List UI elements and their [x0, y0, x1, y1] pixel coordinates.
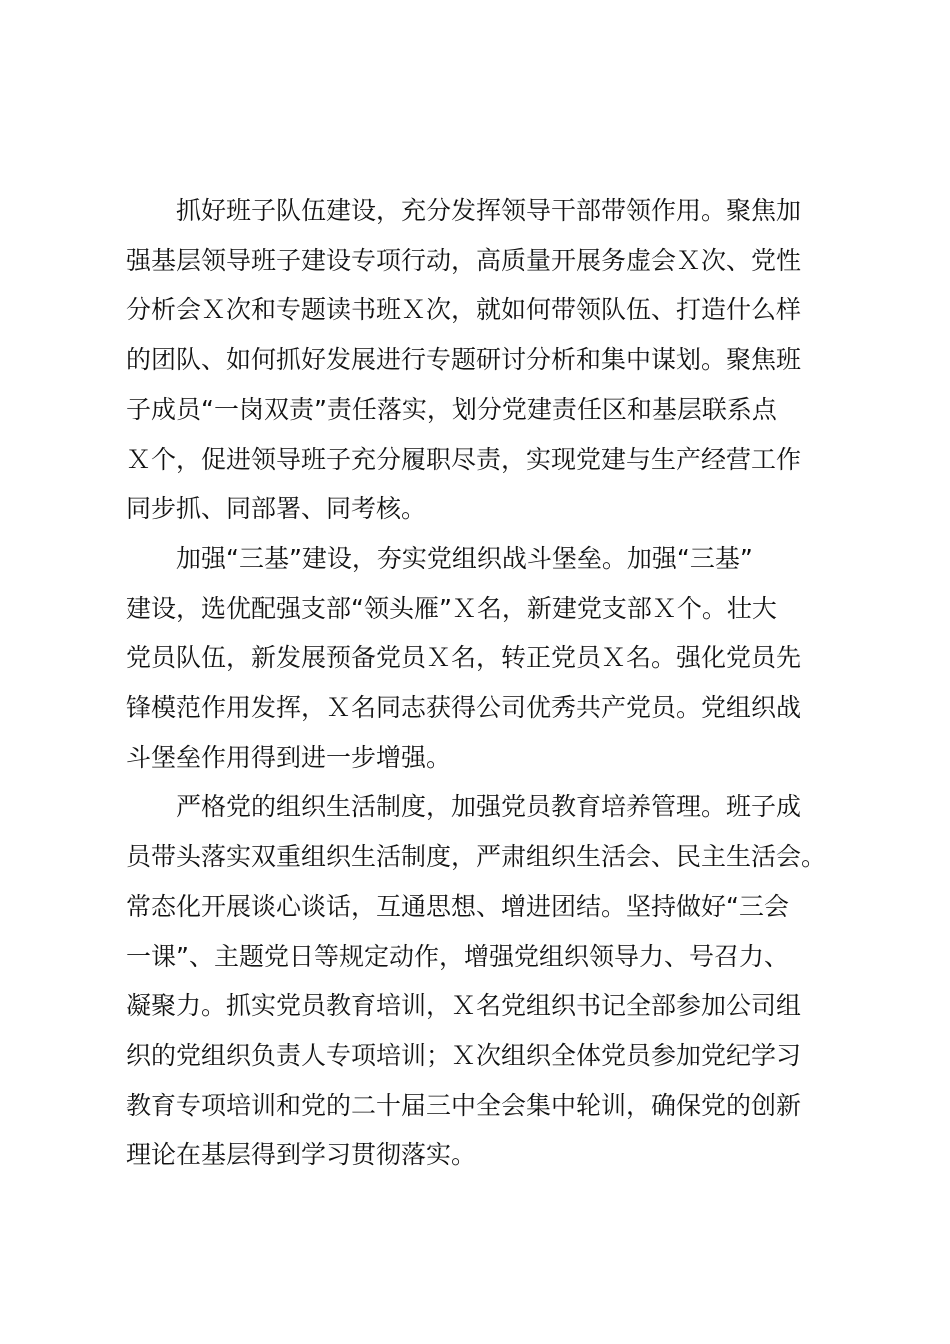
paragraph-team-building — [126, 186, 836, 534]
text-line: 锋模范作用发挥，Ｘ名同志获得公司优秀共产党员。党组织战 — [126, 693, 802, 723]
text-line: 教育专项培训和党的二十届三中全会集中轮训，确保党的创新 — [126, 1090, 802, 1120]
text-line: 子成员“一岗双责”责任落实，划分党建责任区和基层联系点 — [126, 394, 777, 424]
text-line: 的团队、如何抓好发展进行专题研讨分析和集中谋划。聚焦班 — [126, 345, 802, 375]
text-line: 抓好班子队伍建设，充分发挥领导干部带领作用。聚焦加 — [176, 196, 802, 225]
text-line: 织的党组织负责人专项培训；Ｘ次组织全体党员参加党纪学习 — [126, 1040, 802, 1070]
text-line: 员带头落实双重组织生活制度，严肃组织生活会、民主生活会。 — [126, 842, 827, 872]
text-line: 斗堡垒作用得到进一步增强。 — [126, 742, 452, 772]
text-line: 加强“三基”建设，夯实党组织战斗堡垒。加强“三基” — [176, 543, 753, 573]
text-line: 常态化开展谈心谈话，互通思想、增进团结。坚持做好“三会 — [126, 891, 789, 921]
text-line: 凝聚力。抓实党员教育培训，Ｘ名党组织书记全部参加公司组 — [126, 991, 802, 1021]
text-line: 党员队伍，新发展预备党员Ｘ名，转正党员Ｘ名。强化党员先 — [126, 643, 802, 673]
document-body — [126, 186, 836, 1180]
text-line: 严格党的组织生活制度，加强党员教育培养管理。班子成 — [176, 792, 802, 822]
text-line: 强基层领导班子建设专项行动，高质量开展务虚会Ｘ次、党性 — [126, 245, 802, 275]
paragraph-three-basics — [126, 534, 836, 783]
text-line: 建设，选优配强支部“领头雁”Ｘ名，新建党支部Ｘ个。壮大 — [126, 593, 777, 623]
text-line: Ｘ个，促进领导班子充分履职尽责，实现党建与生产经营工作 — [126, 444, 802, 474]
text-line: 一课”、主题党日等规定动作，增强党组织领导力、号召力、 — [126, 941, 789, 971]
text-line: 分析会Ｘ次和专题读书班Ｘ次，就如何带领队伍、打造什么样 — [126, 295, 802, 325]
text-line: 理论在基层得到学习贯彻落实。 — [126, 1140, 477, 1170]
text-line: 同步抓、同部署、同考核。 — [126, 494, 427, 524]
paragraph-organization-life — [126, 782, 836, 1180]
